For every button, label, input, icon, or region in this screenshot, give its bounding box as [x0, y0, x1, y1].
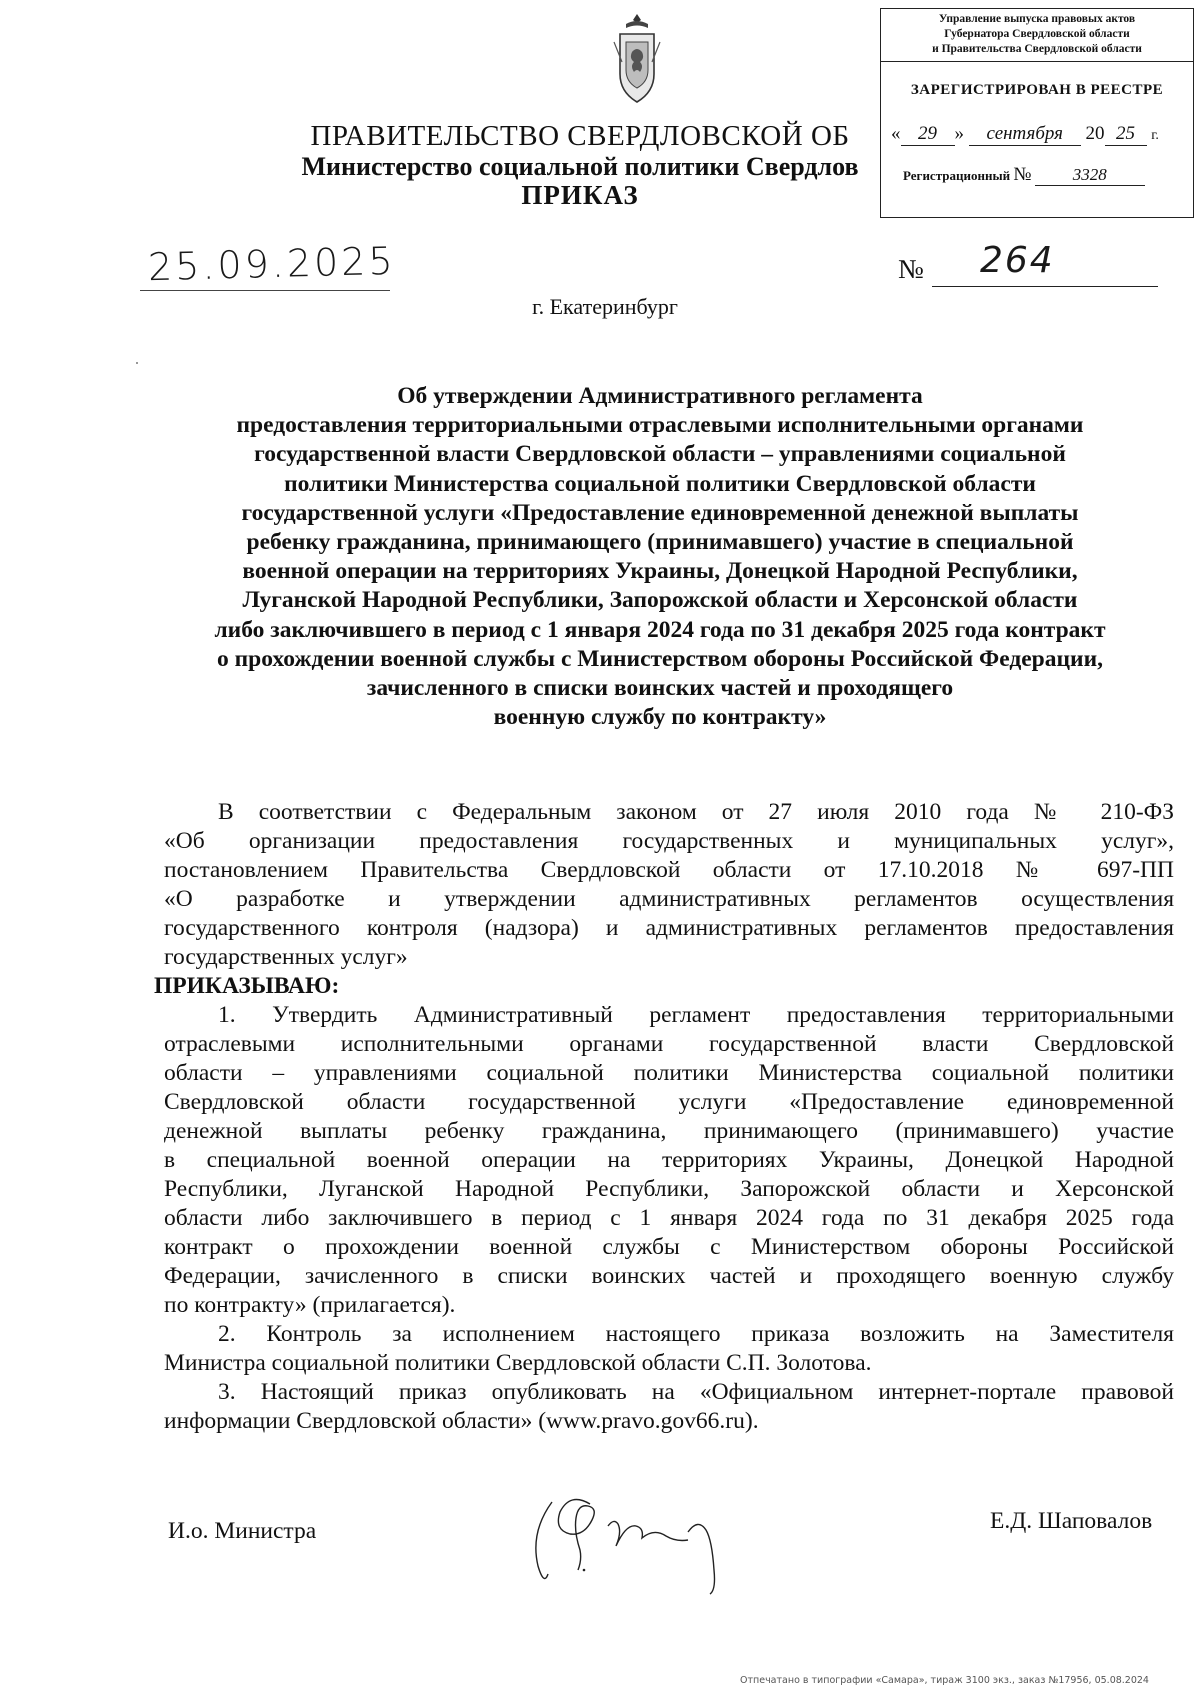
body-line: В соответствии с Федеральным законом от 27 июля 2010 года № 210-ФЗ [218, 799, 1174, 825]
title-line: государственной услуги «Предоставление единовременной денежной выплаты [241, 499, 1079, 526]
body-line: Федерации, зачисленного в списки воинских частей и проходящего военную службу [164, 1263, 1174, 1289]
order-subject-title [150, 382, 1170, 732]
body-line: государственных услуг» [164, 944, 408, 970]
title-line: государственной власти Свердловской области – управлениями социальной [254, 441, 1066, 468]
stamp-year-prefix: 20 [1085, 123, 1105, 144]
signatory-role: И.о. Министра [168, 1518, 317, 1544]
body-line: области либо заключившего в период с 1 января 2024 года по 31 декабря 2025 года [164, 1205, 1174, 1231]
body-line: Республики, Луганской Народной Республики, Запорожской области и Херсонской [164, 1176, 1174, 1202]
scan-dot [136, 362, 138, 364]
title-line: политики Министерства социальной политики Свердловской области [284, 470, 1036, 497]
stamp-year-suffix: 25 [1105, 123, 1147, 146]
stamp-year-unit: г. [1151, 128, 1159, 143]
number-label: № [898, 254, 924, 284]
city: г. Екатеринбург [532, 294, 678, 319]
stamp-reg-label: Регистрационный [903, 168, 1011, 183]
order-title: ПРИКАЗ [521, 180, 639, 210]
title-line: Луганской Народной Республики, Запорожской области и Херсонской области [242, 587, 1078, 614]
stamp-date [881, 123, 1193, 146]
order-directive-heading: ПРИКАЗЫВАЮ: [154, 973, 340, 999]
body-line: государственного контроля (надзора) и административных регламентов предоставления [164, 915, 1174, 941]
stamp-open-quote: « [891, 123, 901, 144]
stamp-month: сентября [969, 123, 1081, 146]
ministry-title: Министерство социальной политики Свердлов [301, 152, 859, 181]
body-line: в специальной военной операции на территориях Украины, Донецкой Народной [164, 1147, 1174, 1173]
stamp-reg-number: 3328 [1035, 165, 1145, 186]
title-line: предоставления территориальными отраслевыми исполнительными органами [236, 412, 1084, 439]
body-line: 3. Настоящий приказ опубликовать на «Официальном интернет-портале правовой [218, 1379, 1174, 1405]
signatory-name: Е.Д. Шаповалов [990, 1508, 1153, 1534]
body-line: области – управлениями социальной политики Министерства социальной политики [164, 1060, 1174, 1086]
document-number: 264 [980, 240, 1055, 281]
stamp-header [881, 9, 1193, 62]
body-line: информации Свердловской области» (www.pravo.gov66.ru). [164, 1408, 759, 1434]
title-line: о прохождении военной службы с Министерством обороны Российской Федерации, [216, 645, 1103, 672]
number-underline [932, 286, 1158, 287]
registration-stamp [880, 8, 1194, 218]
title-line: либо заключившего в период с 1 января 2024 года по 31 декабря 2025 года контракт [214, 616, 1106, 643]
printer-footer: Отпечатано в типографии «Самара», тираж 3100 экз., заказ №17956, 05.08.2024 [740, 1675, 1149, 1686]
body-line: денежной выплаты ребенку гражданина, принимающего (принимавшего) участие [164, 1118, 1174, 1144]
body-line: 1. Утвердить Административный регламент предоставления территориальными [218, 1002, 1174, 1028]
document-date: 25.09.2025 [147, 238, 397, 290]
coat-of-arms-icon [612, 12, 662, 108]
body-line: «О разработке и утверждении административных регламентов осуществления [164, 886, 1174, 912]
title-line: ребенку гражданина, принимающего (принимавшего) участие в специальной [246, 529, 1074, 556]
stamp-day: 29 [901, 123, 955, 146]
body-line: Министра социальной политики Свердловской области С.П. Золотова. [164, 1350, 872, 1376]
stamp-close-quote: » [954, 123, 964, 144]
body-line: Свердловской области государственной услуги «Предоставление единовременной [164, 1089, 1174, 1115]
body-line: контракт о прохождении военной службы с Министерством обороны Российской [164, 1234, 1174, 1260]
stamp-registered-label: ЗАРЕГИСТРИРОВАН В РЕЕСТРЕ [910, 82, 1164, 98]
title-line: зачисленного в списки воинских частей и проходящего [366, 675, 954, 702]
stamp-header-line: Губернатора Свердловской области [944, 28, 1130, 40]
stamp-header-line: Управление выпуска правовых актов [938, 13, 1136, 25]
body-line: постановлением Правительства Свердловской области от 17.10.2018 № 697-ПП [164, 857, 1174, 883]
government-title: ПРАВИТЕЛЬСТВО СВЕРДЛОВСКОЙ ОБ [310, 120, 850, 152]
stamp-reg-number-row [881, 164, 1193, 186]
date-underline [140, 290, 390, 291]
body-line: 2. Контроль за исполнением настоящего приказа возложить на Заместителя [218, 1321, 1174, 1347]
body-line: отраслевыми исполнительными органами государственной власти Свердловской [164, 1031, 1174, 1057]
title-line: Об утверждении Административного регламента [397, 383, 923, 409]
order-body [154, 798, 1174, 1436]
title-line: военной операции на территориях Украины, Донецкой Народной Республики, [242, 558, 1078, 585]
handwritten-signature [512, 1482, 762, 1602]
title-line: военную службу по контракту» [493, 704, 827, 731]
body-line: по контракту» (прилагается). [164, 1292, 456, 1318]
stamp-header-line: и Правительства Свердловской области [932, 43, 1142, 55]
body-line: «Об организации предоставления государственных и муниципальных услуг», [164, 828, 1174, 854]
stamp-number-sign: № [1013, 164, 1032, 185]
